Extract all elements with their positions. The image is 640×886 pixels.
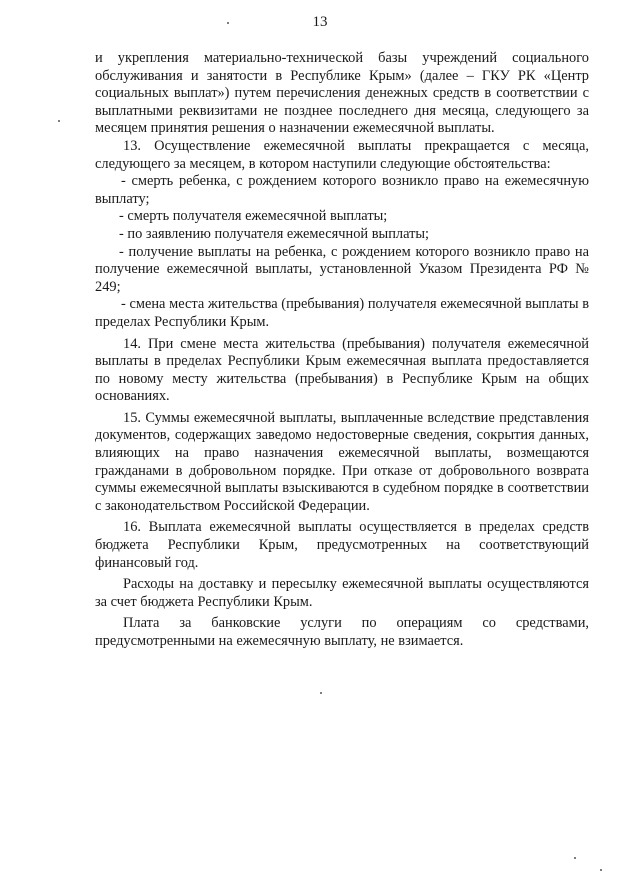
scan-speck (227, 22, 229, 24)
list-item-recipient-death: - смерть получателя ежемесячной выплаты; (119, 208, 388, 225)
document-body (95, 50, 589, 651)
list-item-recipient-request: - по заявлению получателя ежемесячной выплаты; (119, 225, 430, 242)
scan-speck (320, 692, 322, 694)
scan-speck (600, 869, 602, 871)
paragraph-16: 16. Выплата ежемесячной выплаты осуществляется в пределах средств бюджета Республики Крым, предусмотренных на соответствующий финансовый год. (95, 519, 589, 571)
paragraph-13: 13. Осуществление ежемесячной выплаты прекращается с месяца, следующего за месяцем, в котором наступили следующие обстоятельства: (95, 137, 589, 172)
paragraph-14: 14. При смене места жительства (пребывания) получателя ежемесячной выплаты в пределах Республики Крым ежемесячная выплата предоставляется по новому месту жительства (пребывания) в Республике Крым на общих основаниях. (95, 335, 589, 405)
paragraph-bank-fees: Плата за банковские услуги по операциям со средствами, предусмотренными на ежемесячную выплату, не взимается. (95, 615, 589, 649)
list-item-change-of-residence: - смена места жительства (пребывания) получателя ежемесячной выплаты в пределах Республики Крым. (95, 296, 589, 330)
list-item-child-death: - смерть ребенка, с рождением которого возникло право на ежемесячную выплату; (95, 173, 589, 207)
list-item-decree-payment: - получение выплаты на ребенка, с рождением которого возникло право на получение ежемесячной выплаты, установленной Указом Президента РФ № 249; (95, 243, 589, 295)
paragraph-delivery-costs: Расходы на доставку и пересылку ежемесячной выплаты осуществляются за счет бюджета Республики Крым. (95, 576, 589, 610)
page-number: 13 (312, 14, 328, 30)
scan-speck (574, 857, 576, 859)
scan-speck (58, 120, 60, 122)
paragraph-12-continuation: и укрепления материально-технической базы учреждений социального обслуживания и занятости в Республике Крым» (далее – ГКУ РК «Центр социальных выплат») путем перечисления денежных средств в соответствии с выплатными реквизитами не позднее последнего дня месяца, следующего за месяцем принятия решения о назначении ежемесячной выплаты. (95, 50, 589, 137)
paragraph-15: 15. Суммы ежемесячной выплаты, выплаченные вследствие представления документов, содержащих заведомо недостоверные сведения, сокрытия данных, влияющих на право назначения ежемесячной выплаты, возмещаются гражданами в добровольном порядке. При отказе от добровольного возврата суммы ежемесячной выплаты взыскиваются в судебном порядке в соответствии с законодательством Российской Федерации. (95, 409, 589, 514)
